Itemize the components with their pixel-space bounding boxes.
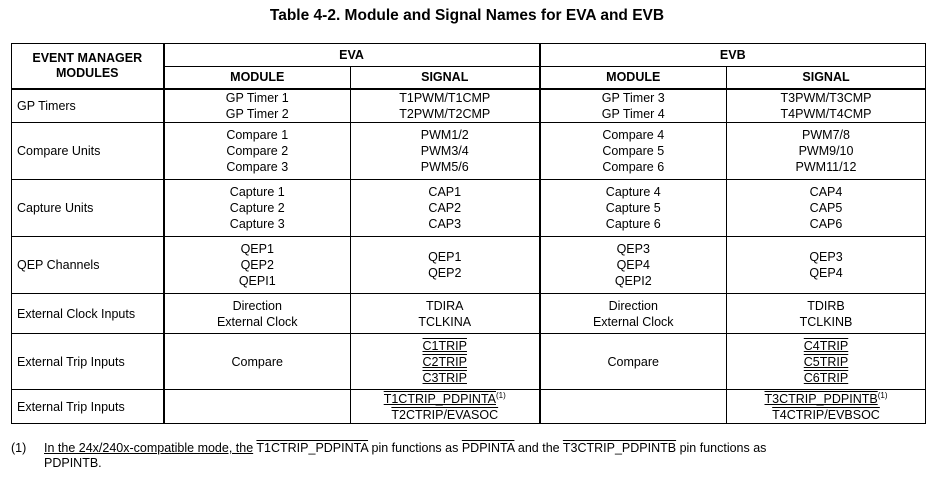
module-name-cell: GP Timers [12, 89, 164, 123]
cell-text: T3CTRIP_PDPINTB [764, 391, 878, 406]
cell-text: TDIRB [807, 298, 845, 313]
eva-module-cell [164, 123, 351, 180]
module-name-cell: External Trip Inputs [12, 334, 164, 390]
header-row-1 [12, 44, 926, 67]
cell-text: GP Timer 4 [601, 106, 665, 121]
module-name-cell: External Trip Inputs [12, 390, 164, 424]
eva-signal-cell [351, 180, 540, 237]
signal-name [731, 391, 921, 407]
cell-text: GP Timer 3 [601, 90, 665, 105]
table-row [12, 89, 926, 123]
cell-text: Capture 1 [229, 185, 285, 199]
eva-module-cell [164, 334, 351, 390]
cell-text: Capture 6 [605, 217, 661, 231]
footnote-text-1: In the 24x/240x-compatible mode, the [44, 441, 254, 455]
eva-signal-cell [351, 237, 540, 294]
module-item [545, 273, 723, 289]
cell-text: C5TRIP [803, 354, 849, 369]
module-item [169, 314, 347, 330]
footnote-text-2: pin functions as [371, 441, 459, 455]
signal-name [355, 298, 535, 314]
cell-text: Compare [607, 354, 659, 369]
cell-text: QEP1 [428, 250, 462, 264]
eva-module-cell [164, 89, 351, 123]
evb-module-cell [540, 123, 727, 180]
cell-text: QEP4 [809, 266, 843, 280]
signal-name [731, 143, 921, 159]
eva-module-cell [164, 390, 351, 424]
module-item [545, 143, 723, 159]
module-name-cell: External Clock Inputs [12, 294, 164, 334]
signal-name [355, 143, 535, 159]
col-header-evb-module: MODULE [540, 67, 727, 89]
table-row [12, 123, 926, 180]
cell-text: C4TRIP [803, 338, 849, 353]
col-header-event-manager-modules: EVENT MANAGER MODULES [12, 44, 164, 89]
signal-name [731, 90, 921, 106]
cell-text: Capture 3 [229, 217, 285, 231]
signal-name [355, 338, 535, 354]
eva-module-cell [164, 237, 351, 294]
evb-signal-cell [727, 294, 926, 334]
cell-text: External Clock [216, 314, 298, 329]
cell-text: PWM5/6 [420, 160, 469, 174]
module-item [169, 127, 347, 143]
module-item [545, 90, 723, 106]
signal-name [731, 106, 921, 122]
cell-text: Capture 4 [605, 185, 661, 199]
evb-signal-cell [727, 123, 926, 180]
cell-text: QEPI1 [238, 274, 276, 288]
cell-text: T1PWM/T1CMP [399, 90, 491, 105]
evb-module-cell [540, 390, 727, 424]
footnote-signal-1: T1CTRIP_PDPINTA [256, 441, 369, 455]
table-title: Table 4-2. Module and Signal Names for EVA and EVB [269, 7, 665, 24]
module-item [169, 273, 347, 289]
module-item [169, 143, 347, 159]
cell-text: Compare 2 [226, 144, 289, 158]
table-row [12, 294, 926, 334]
module-item [545, 298, 723, 314]
cell-text: T1CTRIP_PDPINTA [383, 391, 496, 406]
module-item [545, 257, 723, 273]
cell-text: TDIRA [426, 298, 464, 313]
module-item [169, 241, 347, 257]
col-header-eva: EVA [164, 44, 540, 67]
cell-text: Compare 4 [602, 128, 665, 142]
cell-text: TCLKINB [799, 314, 853, 329]
footnote-signal-3: T3CTRIP_PDPINTB [562, 441, 677, 455]
evb-module-cell [540, 89, 727, 123]
evb-module-cell [540, 334, 727, 390]
signal-name [731, 354, 921, 370]
signal-name [355, 184, 535, 200]
eva-signal-cell [351, 123, 540, 180]
evb-signal-cell [727, 334, 926, 390]
col-header-evb-signal: SIGNAL [727, 67, 926, 89]
signal-name [355, 90, 535, 106]
signal-name [355, 370, 535, 386]
module-item [545, 354, 723, 370]
cell-text: Direction [608, 298, 658, 313]
eva-signal-cell [351, 294, 540, 334]
table-row [12, 180, 926, 237]
eva-module-cell [164, 294, 351, 334]
module-item [545, 241, 723, 257]
cell-text: Compare 5 [602, 144, 665, 158]
footnote-ref: (1) [496, 390, 506, 400]
cell-text: CAP1 [428, 185, 462, 199]
signal-name [731, 370, 921, 386]
table-row [12, 390, 926, 424]
footnote-text [44, 441, 914, 471]
eva-signal-cell [351, 334, 540, 390]
module-name-cell: QEP Channels [12, 237, 164, 294]
module-item [169, 200, 347, 216]
eva-signal-cell [351, 390, 540, 424]
signal-name [731, 216, 921, 232]
cell-text: PWM9/10 [798, 144, 854, 158]
module-item [169, 184, 347, 200]
signal-name [355, 314, 535, 330]
signal-name [355, 391, 535, 407]
signal-name [355, 354, 535, 370]
signal-name [355, 200, 535, 216]
module-item [545, 216, 723, 232]
cell-text: TCLKINA [418, 314, 472, 329]
cell-text: QEP1 [240, 242, 274, 256]
signal-name [731, 407, 921, 423]
cell-text: PWM7/8 [802, 128, 850, 142]
table-row [12, 334, 926, 390]
footnote-ref: (1) [877, 390, 888, 400]
cell-text: T4CTRIP/EVBSOC [772, 407, 880, 422]
signal-name [731, 127, 921, 143]
signal-name [355, 216, 535, 232]
cell-text: PWM11/12 [795, 160, 857, 174]
cell-text: PWM1/2 [420, 128, 469, 142]
cell-text: CAP5 [809, 201, 843, 215]
cell-text: QEP3 [616, 242, 650, 256]
cell-text: Capture 5 [605, 201, 661, 215]
footnote-text-3: and the [517, 441, 560, 455]
eva-module-cell [164, 180, 351, 237]
signal-name [731, 184, 921, 200]
cell-text: QEP2 [428, 266, 462, 280]
cell-text: Compare 1 [226, 128, 289, 142]
cell-text: Compare 6 [602, 160, 665, 174]
signal-name [355, 106, 535, 122]
evb-signal-cell [727, 237, 926, 294]
cell-text: QEP2 [240, 258, 274, 272]
module-item [545, 184, 723, 200]
evb-signal-cell [727, 180, 926, 237]
cell-text: QEP4 [616, 258, 650, 272]
footnote-number: (1) [11, 441, 27, 455]
signal-name [731, 338, 921, 354]
evb-signal-cell [727, 390, 926, 424]
footnote-text-4: pin functions as [679, 441, 767, 455]
signal-name [731, 298, 921, 314]
module-item [545, 314, 723, 330]
cell-text: C6TRIP [803, 370, 849, 385]
evb-signal-cell [727, 89, 926, 123]
module-item [169, 298, 347, 314]
module-item [545, 127, 723, 143]
signal-name [355, 265, 535, 281]
cell-text: C2TRIP [422, 354, 467, 369]
signal-name [731, 159, 921, 175]
cell-text: PWM3/4 [420, 144, 469, 158]
signal-table [11, 43, 926, 424]
cell-text: CAP4 [809, 185, 843, 199]
evb-module-cell [540, 294, 727, 334]
col-header-evb: EVB [540, 44, 926, 67]
evb-module-cell [540, 237, 727, 294]
cell-text: GP Timer 1 [225, 90, 289, 105]
signal-name [355, 127, 535, 143]
cell-text: GP Timer 2 [225, 106, 289, 121]
signal-name [731, 200, 921, 216]
cell-text: T2CTRIP/EVASOC [391, 407, 499, 422]
footnote-text-5: PDPINTB. [44, 456, 102, 470]
module-item [545, 106, 723, 122]
cell-text: QEP3 [809, 250, 843, 264]
cell-text: C3TRIP [422, 370, 467, 385]
cell-text: Compare 3 [226, 160, 289, 174]
cell-text: Direction [232, 298, 282, 313]
col-header-eva-module: MODULE [164, 67, 351, 89]
cell-text: C1TRIP [422, 338, 467, 353]
eva-signal-cell [351, 89, 540, 123]
evb-module-cell [540, 180, 727, 237]
module-item [169, 354, 347, 370]
module-item [169, 106, 347, 122]
table-row [12, 237, 926, 294]
signal-name [355, 249, 535, 265]
signal-name [731, 314, 921, 330]
module-item [545, 200, 723, 216]
footnote-signal-2: PDPINTA [461, 441, 515, 455]
table-body [12, 89, 926, 424]
cell-text: T4PWM/T4CMP [780, 106, 872, 121]
cell-text: CAP3 [428, 217, 462, 231]
signal-name [355, 159, 535, 175]
cell-text: QEPI2 [614, 274, 652, 288]
module-item [169, 257, 347, 273]
cell-text: Compare [231, 354, 283, 369]
cell-text: External Clock [592, 314, 674, 329]
module-item [169, 216, 347, 232]
module-item [545, 159, 723, 175]
signal-name [731, 265, 921, 281]
module-item [169, 159, 347, 175]
module-name-cell: Compare Units [12, 123, 164, 180]
signal-name [355, 407, 535, 423]
signal-name [731, 249, 921, 265]
cell-text: CAP6 [809, 217, 843, 231]
cell-text: Capture 2 [229, 201, 285, 215]
cell-text: T2PWM/T2CMP [399, 106, 491, 121]
cell-text: T3PWM/T3CMP [780, 90, 872, 105]
module-name-cell: Capture Units [12, 180, 164, 237]
col-header-eva-signal: SIGNAL [351, 67, 540, 89]
module-item [169, 90, 347, 106]
cell-text: CAP2 [428, 201, 462, 215]
